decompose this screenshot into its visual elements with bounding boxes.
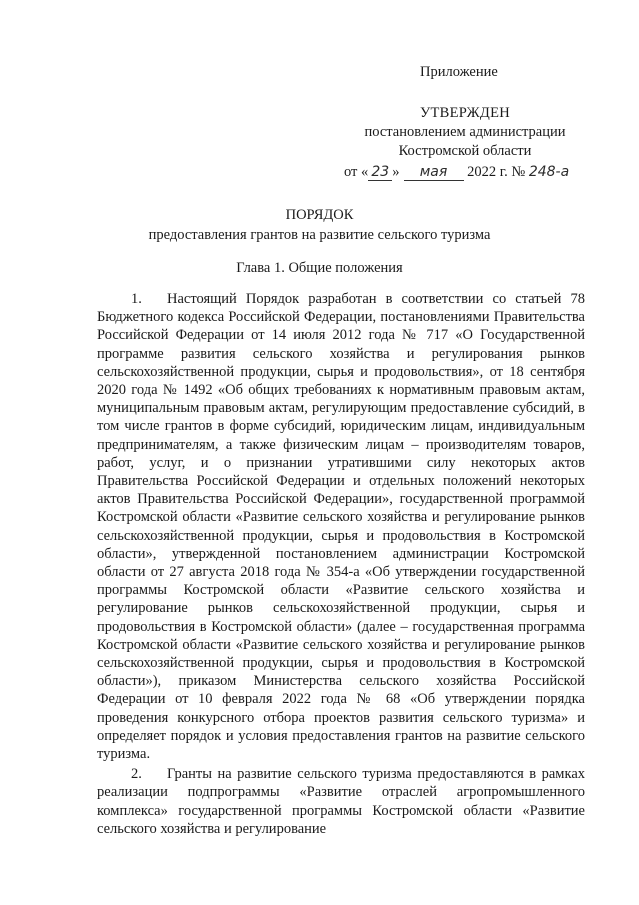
- appendix-label: Приложение: [420, 64, 498, 80]
- handwritten-month: мая: [404, 164, 464, 181]
- paragraph-number: 1.: [131, 291, 142, 307]
- document-title: ПОРЯДОК: [285, 207, 354, 223]
- date-year: 2022 г. №: [467, 164, 526, 180]
- approved-heading: УТВЕРЖДЕН: [419, 105, 511, 121]
- paragraph-2: [97, 765, 585, 838]
- chapter-heading: Глава 1. Общие положения: [236, 260, 403, 276]
- document-subtitle: предоставления грантов на развитие сельского туризма: [148, 227, 491, 243]
- paragraph-number: 2.: [131, 766, 142, 783]
- approval-date-line: [330, 163, 600, 182]
- paragraph-text: Настоящий Порядок разработан в соответствии со статьей 78 Бюджетного кодекса Российской Федерации, постановлениями Правительства Российской Федерации от 14 июля 2012 года № 717 «О Государственной программе развития сельского хозяйства и регулирования рынков сельскохозяйственной продукции, сырья и продовольствия», от 18 сентября 2020 года № 1492 «Об общих требованиях к нормативным правовым актам, муниципальным правовым актам, регулирующим предоставление субсидий, в том числе грантов в форме субсидий, юридическим лицам, индивидуальным предпринимателям, а также физическим лицам – производителям товаров, работ, услуг, и о признании утратившими силу некоторых актов Правительства Российской Федерации и отдельных положений некоторых актов Правительства Российской Федерации», государственной программой Костромской области «Развитие сельского хозяйства и регулирование рынков сельскохозяйственной продукции, сырья и продовольствия в Костромской области», утвержденной постановлением администрации Костромской области от 27 августа 2018 года № 354-а «Об утверждении государственной программы Костромской области «Развитие сельского хозяйства и регулирование рынков сельскохозяйственной продукции, сырья и продовольствия в Костромской области» (далее – государственная программа Костромской области «Развитие сельского хозяйства и регулирование рынков сельскохозяйственной продукции, сырья и продовольствия в Костромской области»), приказом Министерства сельского хозяйства Российской Федерации от 10 февраля 2022 года № 68 «Об утверждении порядка проведения конкурсного отбора проектов развития сельского туризма» и определяет порядок и условия предоставления грантов на развитие сельского туризма.: [97, 291, 585, 763]
- handwritten-day: 23: [368, 164, 392, 181]
- handwritten-number: 248-а: [528, 164, 570, 180]
- document-body: [97, 290, 585, 838]
- date-prefix: от «: [344, 164, 369, 180]
- approval-block: [330, 104, 600, 182]
- approved-by-line-2: Костромской области: [398, 143, 532, 159]
- paragraph-1: [97, 290, 585, 763]
- paragraph-text: Гранты на развитие сельского туризма предоставляются в рамках реализации подпрограммы «Развитие отраслей агропромышленного комплекса» государственной программы Костромской области «Развитие сельского хозяйства и регулирование: [97, 766, 585, 837]
- date-mid: »: [392, 164, 400, 180]
- approved-by-line-1: постановлением администрации: [364, 124, 566, 140]
